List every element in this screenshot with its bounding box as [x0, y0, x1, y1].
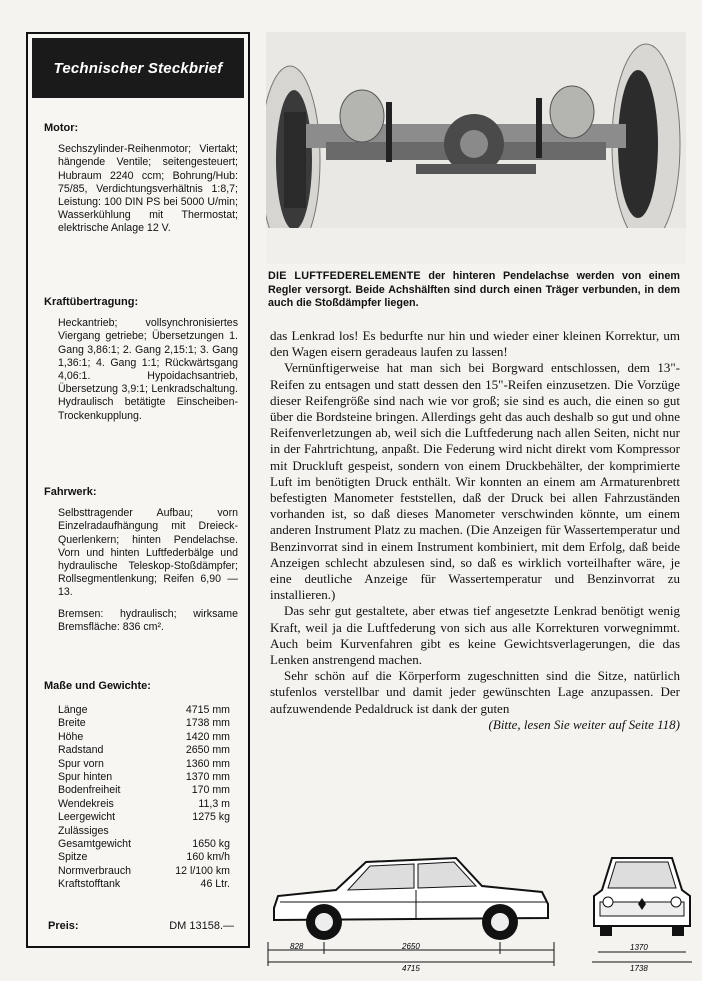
measure-value: 1370 mm	[185, 771, 230, 784]
price-label: Preis:	[48, 920, 79, 932]
measure-label: Wendekreis	[58, 797, 114, 810]
measure-label: Zulässiges	[58, 824, 109, 837]
front-view-drawing	[590, 846, 694, 974]
dim-track: 1370	[630, 943, 648, 952]
continuation-note: (Bitte, lesen Sie weiter auf Seite 118)	[488, 716, 680, 732]
measure-row	[58, 851, 230, 864]
measure-row	[58, 838, 230, 851]
measure-row	[58, 758, 230, 771]
measure-value: 1420 mm	[185, 730, 230, 743]
dim-length: 4715	[402, 964, 420, 973]
side-view-drawing	[266, 846, 556, 974]
fahrwerk-text: Selbsttragender Aufbau; vorn Einzelradaufhängung mit Dreieck-Querlenkern; hinten Pendelachse. Vorn und hinten Luftfederbälge und hydraulische Teleskop-Stoßdämpfer; Rollsegmentlenkung; Reifen 6,90 — 13.	[58, 507, 238, 599]
measure-value: 1650 kg	[192, 838, 230, 851]
dim-wheelbase: 2650	[402, 942, 420, 951]
spec-title: Technischer Steckbrief	[32, 38, 244, 98]
paragraph-1: das Lenkrad los! Es bedurfte nur hin und wieder einer kleinen Korrektur, um den Wagen eisern geradeaus laufen zu lassen!	[270, 328, 680, 360]
caption-rest: der hinteren Pendelachse werden von einem Regler versorgt. Beide Achshälften sind durch einen Träger verbunden, in dem auch die Stoßdämpfer liegen.	[268, 270, 680, 310]
measure-value: 11,3 m	[198, 797, 230, 810]
measure-value: 170 mm	[191, 784, 230, 797]
article-body	[270, 328, 680, 733]
measure-value: 1275 kg	[192, 811, 230, 824]
measure-row	[58, 731, 230, 744]
spec-masse-heading-wrap	[44, 680, 238, 701]
dim-width: 1738	[630, 964, 648, 973]
measure-value: 160 km/h	[186, 851, 230, 864]
measure-label: Radstand	[58, 744, 104, 757]
measure-label: Breite	[58, 717, 86, 730]
bremsen-text: Bremsen: hydraulisch; wirksame Bremsfläche: 836 cm².	[58, 607, 238, 633]
measure-row	[58, 784, 230, 797]
measure-label: Spur vorn	[58, 757, 104, 770]
paragraph-2: Vernünftigerweise hat man sich bei Borgward entschlossen, dem 13"-Reifen zu entsagen und statt dessen den 15"-Reifen einzusetzen. Die Vorzüge dieser Reifengröße sind nach wie vor groß; sie sind es auch, die einen so gut über die Bordsteine bringen. Allerdings geht das auch deshalb so gut und ohne Reifenverletzungen ab, weil sich die Luftfederung nach allen Seiten, nicht nur in der Fahrtrichtung, anpaßt. Die Federung wird nicht direkt vom Kompressor mit Druckluft gespeist, sondern von einem Druckbehälter, der komprimierte Luft im benötigten Druck enthält. Wir konnten an einem am Armaturenbrett befestigten Manometer feststellen, daß der Druck bei allen Fahrzuständen vorhanden ist, so daß dieses Manometer verschwinden könnte, um einem anderen Instrument Platz zu machen. (Die Anzeigen für Wassertemperatur und Benzinvorrat sind in einem Instrument kombiniert, mit dem Erfolg, daß beide Anzeigen schlecht abzulesen sind, so daß es wirklich vorteilhafter wäre, je eine deutliche Anzeige für Wassertemperatur und Benzinvorrat zu installieren.)	[270, 360, 680, 603]
measure-label: Spur hinten	[58, 771, 113, 784]
spec-kraftuebertragung	[44, 296, 238, 423]
spec-motor	[44, 122, 238, 236]
paragraph-4: Sehr schön auf die Körperform zugeschnitten sind die Sitze, natürlich stufenlos verstellbar und damit jeder gewünschten Lage anzupassen. Der aufzuwendende Pedaldruck ist dank der guten	[270, 668, 680, 716]
measure-value: 2650 mm	[185, 744, 230, 757]
measure-label: Kraftstofftank	[58, 878, 121, 891]
measure-label: Bodenfreiheit	[58, 784, 121, 797]
dim-front-overhang: 828	[290, 942, 304, 951]
measure-row	[58, 865, 230, 878]
measure-row	[58, 717, 230, 730]
price-row	[48, 920, 234, 932]
measure-row	[58, 798, 230, 811]
kraft-text: Heckantrieb; vollsynchronisiertes Viergang getriebe; Übersetzungen 1. Gang 3,86:1; 2. Gang 2,15:1; 3. Gang 1,36:1; 4. Gang 1:1; Rückwärtsgang 4,06:1. Hypoidachsantrieb, Übersetzung 3,9:1; Lenkradschaltung. Hydraulisch betätigte Einscheiben-Trockenkupplung.	[58, 317, 238, 422]
price-value: DM 13158.—	[169, 920, 234, 932]
measure-row	[58, 825, 230, 838]
masse-heading: Maße und Gewichte:	[44, 680, 151, 692]
spec-box	[26, 32, 250, 948]
motor-text: Sechszylinder-Reihenmotor; Viertakt; hängende Ventile; seitengesteuert; Hubraum 2240 ccm; Bohrung/Hub: 75/85, Verdichtungsverhältnis 1:8,7; Leistung: 100 DIN PS bei 5000 U/min; Wasserkühlung mit Thermostat; elektrische Anlage 12 V.	[58, 143, 238, 235]
spec-fahrwerk	[44, 486, 238, 634]
fahrwerk-heading: Fahrwerk:	[44, 486, 97, 498]
measure-label: Normverbrauch	[58, 864, 132, 877]
measure-label: Höhe	[58, 730, 84, 743]
rear-axle-photo	[266, 32, 686, 264]
photo-caption	[268, 270, 680, 311]
kraft-heading: Kraftübertragung:	[44, 296, 139, 308]
measure-row	[58, 771, 230, 784]
measure-value: 4715 mm	[185, 704, 230, 716]
measures-table	[58, 704, 230, 892]
measure-label: Länge	[58, 704, 88, 716]
measure-row	[58, 704, 230, 717]
measure-row	[58, 811, 230, 824]
measure-row	[58, 744, 230, 757]
measure-label: Leergewicht	[58, 811, 116, 824]
paragraph-3: Das sehr gut gestaltete, aber etwas tief angesetzte Lenkrad benötigt wenig Kraft, weil ja die Luftfederung von sich aus alle Korrekturen vorwegnimmt. Auch beim Kurvenfahren gibt es keine Gewichtsverlagerungen, die das Lenken anstrengend machen.	[270, 603, 680, 668]
motor-heading: Motor:	[44, 122, 79, 134]
measure-row	[58, 878, 230, 891]
measure-value: 12 l/100 km	[175, 864, 230, 877]
measure-value: 46 Ltr.	[200, 878, 230, 891]
caption-lead: DIE LUFTFEDERELEMENTE	[268, 270, 421, 282]
measure-value: 1360 mm	[185, 757, 230, 770]
measure-label: Spitze	[58, 851, 88, 864]
measure-value: 1738 mm	[185, 717, 230, 730]
measure-label: Gesamtgewicht	[58, 838, 132, 851]
